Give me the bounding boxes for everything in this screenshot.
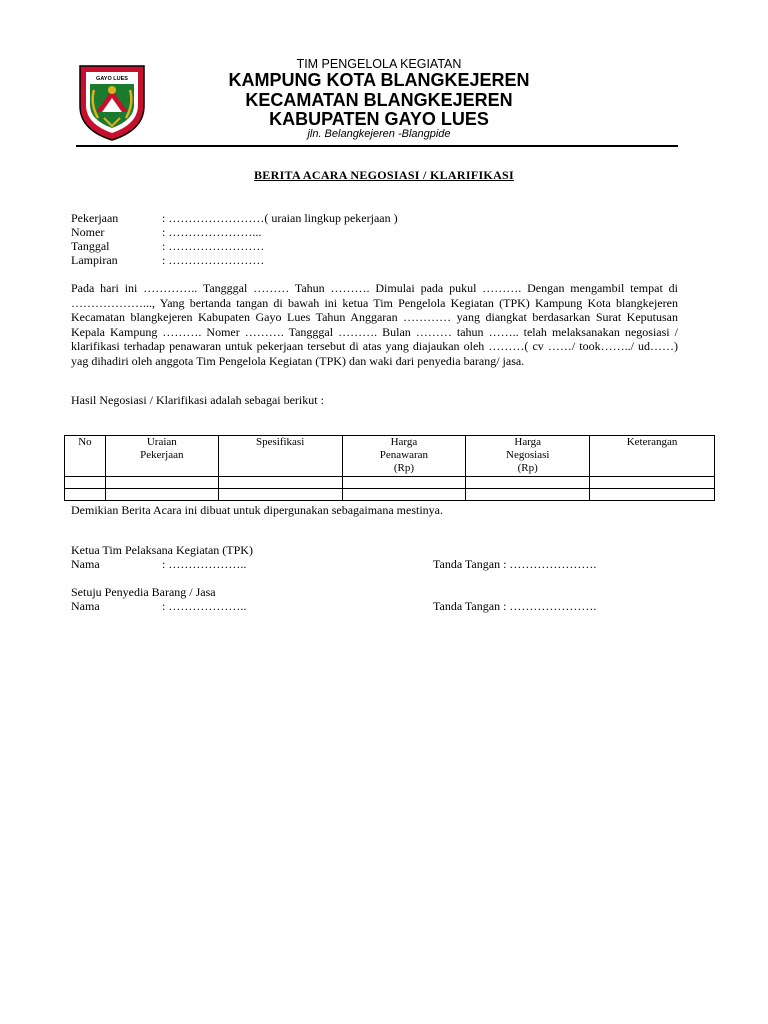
table-cell[interactable] bbox=[65, 489, 106, 501]
gayo-lues-emblem-icon bbox=[76, 60, 148, 142]
field-value: : …………………... bbox=[162, 225, 262, 239]
closing-statement: Demikian Berita Acara ini dibuat untuk dipergunakan sebagaimana mestinya. bbox=[71, 503, 443, 517]
table-cell[interactable] bbox=[218, 489, 342, 501]
table-cell[interactable] bbox=[590, 477, 715, 489]
header-divider bbox=[76, 145, 678, 147]
field-label: Tanggal bbox=[71, 239, 110, 253]
penyedia-signature: Tanda Tangan : …………………. bbox=[433, 599, 597, 613]
col-header-keterangan: Keterangan bbox=[590, 436, 715, 477]
penyedia-title: Setuju Penyedia Barang / Jasa bbox=[71, 585, 216, 599]
field-label: Nomer bbox=[71, 225, 105, 239]
ketua-nama-label: Nama bbox=[71, 557, 100, 571]
document-title: BERITA ACARA NEGOSIASI / KLARIFIKASI bbox=[254, 168, 514, 182]
table-cell[interactable] bbox=[466, 477, 590, 489]
table-cell[interactable] bbox=[105, 489, 218, 501]
penyedia-nama-value: : ……………….. bbox=[162, 599, 247, 613]
table-cell[interactable] bbox=[342, 477, 466, 489]
ketua-title: Ketua Tim Pelaksana Kegiatan (TPK) bbox=[71, 543, 253, 557]
table-cell[interactable] bbox=[590, 489, 715, 501]
field-value: : ……………………( uraian lingkup pekerjaan ) bbox=[162, 211, 398, 225]
col-header-uraian: Uraian Pekerjaan bbox=[105, 436, 218, 477]
header-kabupaten: KABUPATEN GAYO LUES bbox=[269, 109, 489, 129]
body-paragraph: Pada hari ini ………….. Tangggal ……… Tahun ………. Dimulai pada pukul ………. Dengan mengambil tempat di ………………..., Yang bertanda tangan di bawah ini ketua Tim Pengelola Kegiatan (TPK) Kampung Kota blangkejeren Kecamatan blangkejeren Kabupaten Gayo Lues Tahun Anggaran ………… yang diangkat berdasarkan Surat Keputusan Kepala Kampung ………. Nomer ………. Tangggal ………. Bulan ……… tahun …….. telah melaksanakan negosiasi / klarifikasi terhadap penawaran untuk pekerjaan tersebut di atas yang diajaukan oleh ………( cv ……/ took……../ ud……) yag dihadiri oleh anggota Tim Pengelola Kegiatan (TPK) dan waki dari penyedia barang/ jasa. bbox=[71, 281, 678, 368]
header-address: jln. Belangkejeren -Blangpide bbox=[307, 128, 451, 140]
col-header-no: No bbox=[65, 436, 106, 477]
negotiation-table bbox=[64, 435, 715, 501]
header-team: TIM PENGELOLA KEGIATAN bbox=[296, 57, 462, 71]
table-header-row bbox=[65, 436, 715, 477]
field-label: Pekerjaan bbox=[71, 211, 119, 225]
table-cell[interactable] bbox=[342, 489, 466, 501]
field-value: : …………………… bbox=[162, 239, 265, 253]
header-kecamatan: KECAMATAN BLANGKEJEREN bbox=[245, 90, 513, 110]
table-row bbox=[65, 477, 715, 489]
col-header-harga-negosiasi: Harga Negosiasi (Rp) bbox=[466, 436, 590, 477]
table-cell[interactable] bbox=[218, 477, 342, 489]
ketua-signature: Tanda Tangan : …………………. bbox=[433, 557, 597, 571]
col-header-spesifikasi: Spesifikasi bbox=[218, 436, 342, 477]
table-cell[interactable] bbox=[466, 489, 590, 501]
table-cell[interactable] bbox=[105, 477, 218, 489]
result-intro: Hasil Negosiasi / Klarifikasi adalah sebagai berikut : bbox=[71, 393, 324, 407]
field-label: Lampiran bbox=[71, 253, 118, 267]
col-header-harga-penawaran: Harga Penawaran (Rp) bbox=[342, 436, 466, 477]
field-value: : …………………… bbox=[162, 253, 265, 267]
logo-text: GAYO LUES bbox=[96, 76, 128, 82]
ketua-nama-value: : ……………….. bbox=[162, 557, 247, 571]
penyedia-nama-label: Nama bbox=[71, 599, 100, 613]
table-cell[interactable] bbox=[65, 477, 106, 489]
header-kampung: KAMPUNG KOTA BLANGKEJEREN bbox=[228, 70, 530, 90]
table-row bbox=[65, 489, 715, 501]
